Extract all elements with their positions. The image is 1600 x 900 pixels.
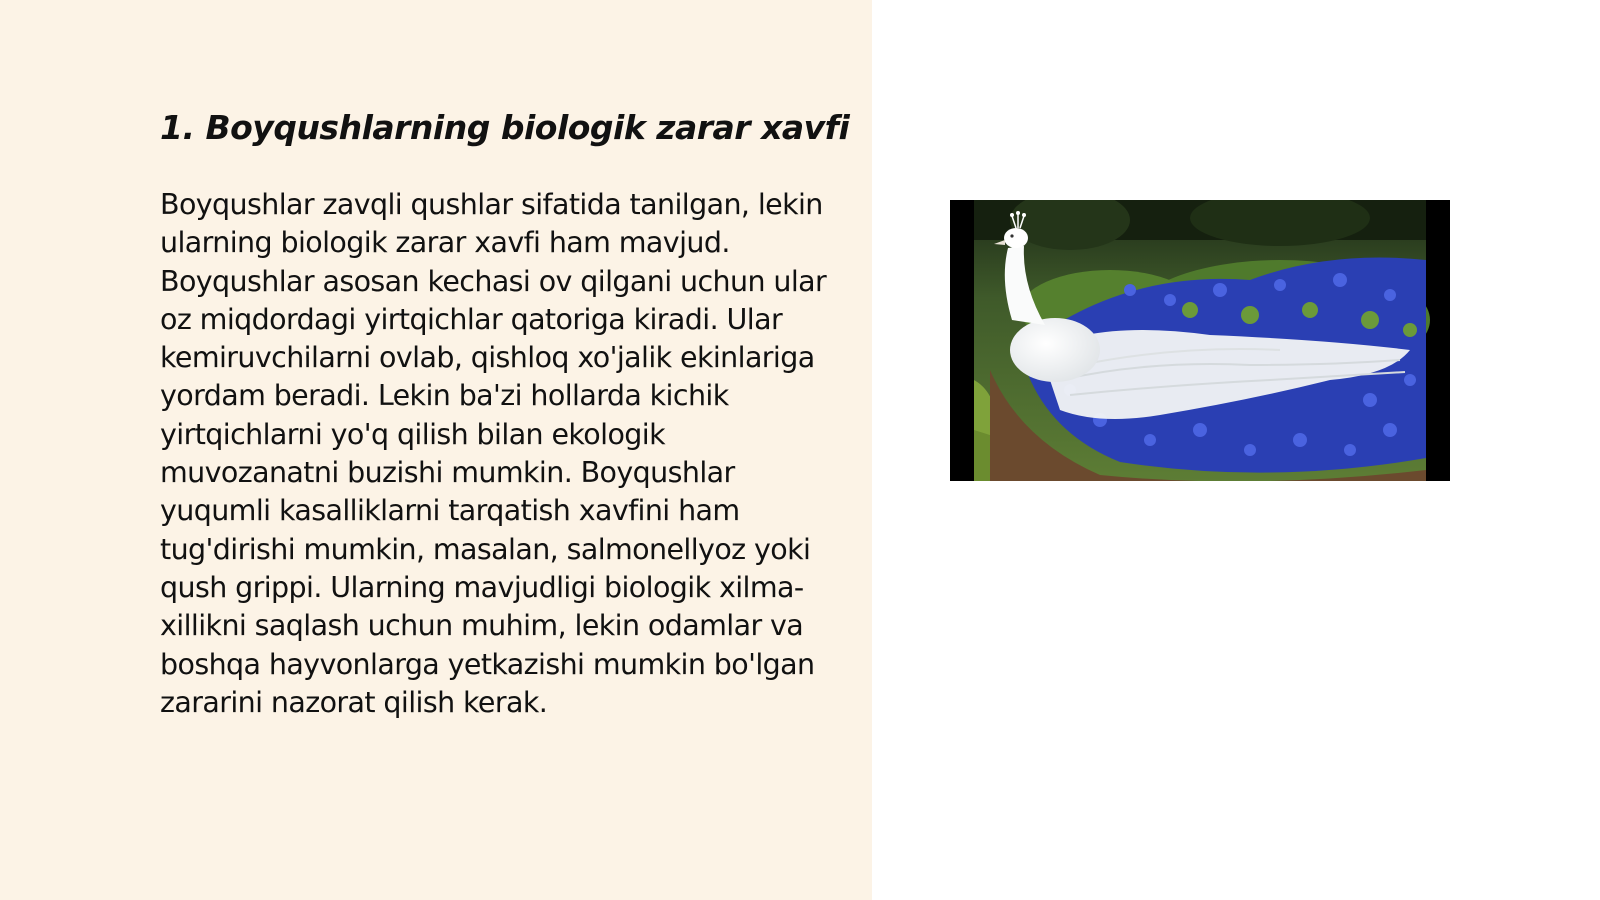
slide-title: 1. Boyqushlarning biologik zarar xavfi bbox=[160, 108, 850, 147]
white-peacock-image bbox=[950, 200, 1450, 481]
slide-body-text: Boyqushlar zavqli qushlar sifatida tanilgan, lekin ularning biologik zarar xavfi ham mavjud. Boyqushlar asosan kechasi ov qilgani uchun ular oz miqdordagi yirtqichlar qatoriga kiradi. Ular kemiruvchilarni ovlab, qishloq xo'jalik ekinlariga yordam beradi. Lekin ba'zi hollarda kichik yirtqichlarni yo'q qilish bilan ekologik muvozanatni buzishi mumkin. Boyqushlar yuqumli kasalliklarni tarqatish xavfini ham tug'dirishi mumkin, masalan, salmonellyoz yoki qush grippi. Ularning mavjudligi biologik xilma-xillikni saqlash uchun muhim, lekin odamlar va boshqa hayvonlarga yetkazishi mumkin bo'lgan zararini nazorat qilish kerak. bbox=[160, 188, 827, 719]
white-peacock-illustration bbox=[950, 200, 1450, 481]
